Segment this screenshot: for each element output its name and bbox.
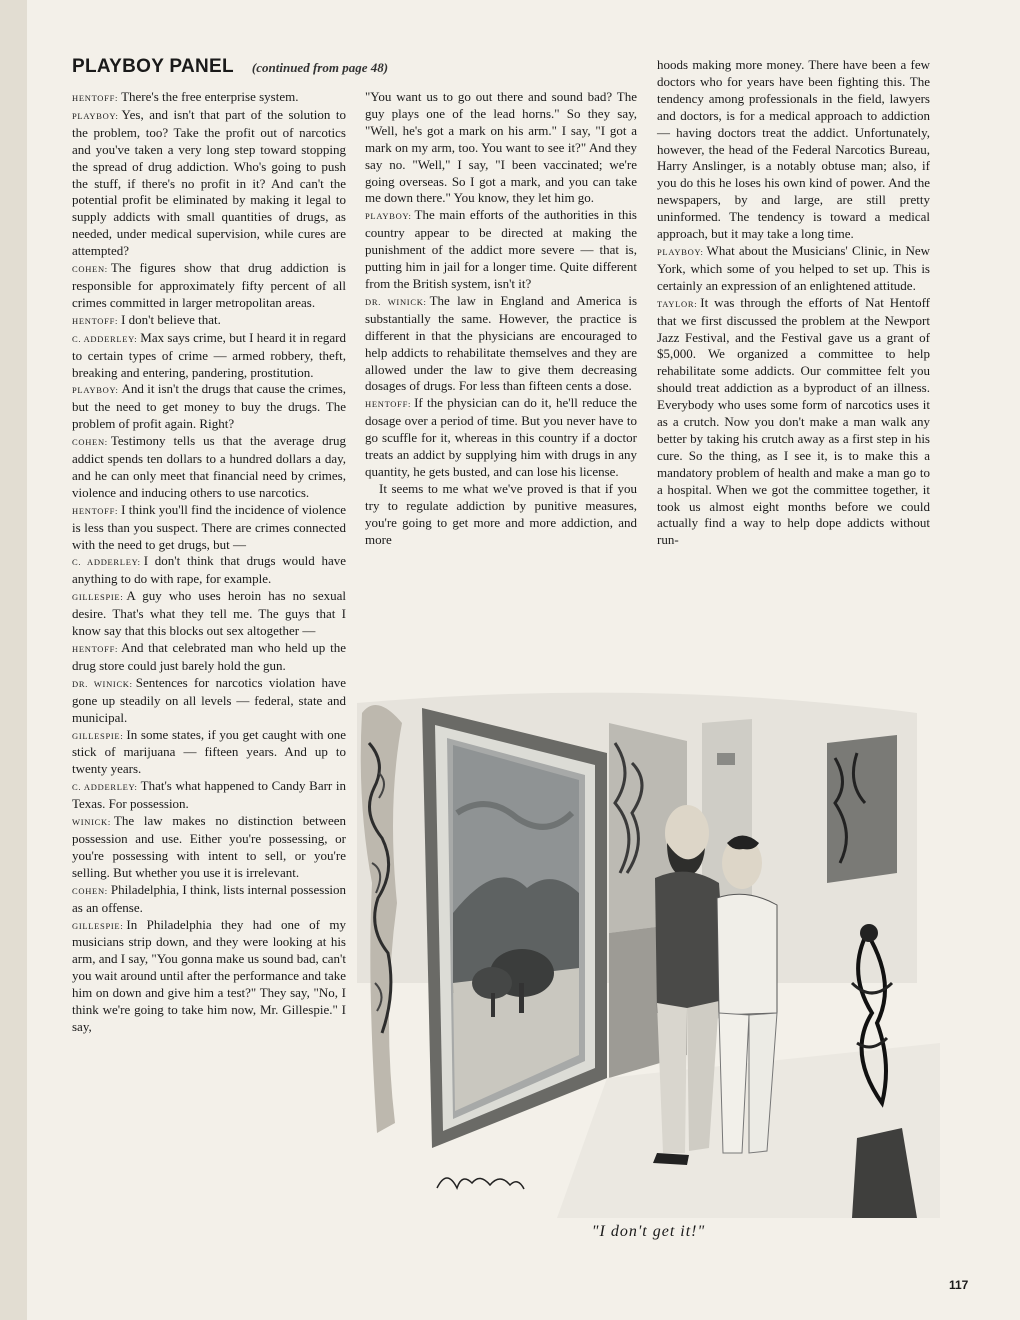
paragraph-text: What about the Musicians' Clinic, in New York, which some of you helped to set up. This is certainly an expression of an enlightened attitude. [657, 242, 930, 293]
speaker-label: TAYLOR: [657, 298, 698, 309]
paragraph-text: The figures show that drug addiction is responsible for approximately fifty percent of all crimes committed in larger metropolitan areas. [72, 260, 346, 310]
speaker-label: HENTOFF: [72, 315, 119, 326]
speaker-label: COHEN: [72, 264, 108, 275]
paragraph [72, 727, 346, 779]
paragraph [72, 381, 346, 433]
paragraph-text: And it isn't the drugs that cause the crimes, but the need to get money to buy the drugs. The problem of profit again. Right? [72, 381, 346, 432]
paragraph [365, 207, 637, 293]
paragraph-text: That's what happened to Candy Barr in Texas. For possession. [72, 778, 346, 812]
paragraph [72, 312, 346, 330]
text-column-3 [657, 57, 930, 549]
paragraph [365, 395, 637, 481]
paragraph [72, 675, 346, 727]
speaker-label: C. ADDERLEY: [72, 782, 138, 793]
speaker-label: HENTOFF: [72, 644, 119, 654]
paragraph-text: In some states, if you get caught with one stick of marijuana — fifteen years. And up to twenty years. [72, 726, 346, 777]
page-edge [0, 0, 27, 1320]
paragraph-text: hoods making more money. There have been a few doctors who for years have been fighting this. The tendency among professionals in the field, lawyers and doctors, is for a medical approach to addiction — having doctors treat the addict. Unfortunately, however, the head of the Federal Narcotics Bureau, Harry Anslinger, is a notably obtuse man; also, if you do this he loses his own kind of power. And the newspapers, by and large, are still pretty uninformed. The tendency is toward a medical approach, but it may take a long time. [657, 57, 930, 242]
paragraph [72, 917, 346, 1036]
paragraph-text: It seems to me what we've proved is that if you try to regulate addiction by punitive measures, you're going to get more and more addiction, and more [365, 480, 637, 547]
page-header [72, 56, 388, 78]
paragraph [72, 640, 346, 675]
paragraph-text: If the physician can do it, he'll reduce the dosage over a period of time. But you never have to go scuffle for it, whereas in this country if a doctor treats an addict by supplying him with drugs in any quantity, he gets busted, and can lose his license. [365, 395, 637, 479]
paragraph-text: Max says crime, but I heard it in regard to certain types of crime — armed robbery, theft, breaking and entering, pandering, prostitution. [72, 329, 347, 380]
paragraph-text: The law in England and America is substantially the same. However, the practice is different in that the physicians are encouraged to help addicts to rehabilitate themselves and they are allowed under the law to give them decreasing dosages of drugs. For less than fifteen cents a dose. [365, 292, 637, 394]
section-title: PLAYBOY PANEL [72, 56, 234, 77]
speaker-label: DR. WINICK: [365, 296, 427, 307]
paragraph [72, 778, 346, 813]
speaker-label: PLAYBOY: [657, 246, 704, 257]
paragraph-text: I don't think that drugs would have anything to do with rape, for example. [72, 553, 347, 587]
paragraph-text: Philadelphia, I think, lists internal possession as an offense. [72, 881, 346, 915]
paragraph [365, 293, 637, 395]
paragraph [72, 89, 346, 107]
paragraph [72, 588, 346, 640]
speaker-label: PLAYBOY: [365, 211, 412, 222]
landscape-painting [422, 708, 607, 1148]
cartoon-caption: "I don't get it!" [591, 1223, 706, 1240]
paragraph-text: The main efforts of the authorities in this country appear to be directed at making the punishment of the addict more severe — that is, putting him in jail for a longer time. Quite different from the British system, isn't it? [365, 207, 637, 291]
speaker-label: C. ADDERLEY: [72, 557, 141, 568]
paragraph [72, 260, 346, 312]
speaker-label: HENTOFF: [365, 399, 412, 410]
paragraph-text: Sentences for narcotics violation have gone up steadily on all levels — federal, state and municipal. [72, 674, 346, 725]
paragraph-text: Yes, and isn't that part of the solution to the problem, too? Take the profit out of narcotics and you've taken a very long step toward stopping the spread of drug addiction. Who's going to push the stuff, if there's no profit in it? And can't the potential profit be eliminated by making it legal to supply addicts with small quantities of drugs, as needed, under medical supervision, while cures are attempted? [72, 106, 346, 259]
paragraph-text: A guy who uses heroin has no sexual desire. That's what they tell me. The guys that I know say that this blocks out sex altogether — [72, 588, 346, 639]
paragraph-text: The law makes no distinction between possession and use. Either you're possessing, or you're possessing with intent to sell, or you're selling. But whether you use it is irrelevant. [72, 813, 346, 880]
paragraph [72, 330, 346, 382]
paragraph [72, 813, 346, 882]
paragraph [72, 882, 346, 917]
speaker-label: GILLESPIE: [72, 592, 124, 603]
paragraph [365, 89, 637, 207]
speaker-label: GILLESPIE: [72, 730, 124, 741]
paragraph-text: And that celebrated man who held up the drug store could just barely hold the gun. [72, 640, 346, 673]
speaker-label: PLAYBOY: [72, 110, 119, 121]
paragraph-text: I don't believe that. [121, 311, 221, 327]
paragraph [72, 107, 346, 260]
abstract-painting-right [827, 735, 897, 883]
paragraph [72, 433, 346, 502]
paragraph [72, 553, 346, 588]
speaker-label: GILLESPIE: [72, 920, 124, 931]
speaker-label: WINICK: [72, 817, 111, 828]
cartoon-illustration [357, 683, 940, 1218]
paragraph-text: "You want us to go out there and sound bad? The guy plays one of the lead horns." So they say, "Well, he's got a mark on his arm." I say, "I got a mark on my arm, too. You want to see it?" And they say no. "Well," I say, "I been vaccinated; we're going overseas. So I got a mark, and you can take me down there." You know, they let him go. [365, 89, 637, 206]
speaker-label: HENTOFF: [72, 93, 119, 103]
paragraph-text: I think you'll find the incidence of violence is less than you suspect. There are crimes connected with the need to get drugs, but — [72, 501, 346, 552]
paragraph [72, 502, 346, 554]
paragraph-text: There's the free enterprise system. [121, 89, 299, 104]
continued-note: (continued from page 48) [251, 60, 389, 75]
paragraph [657, 57, 930, 243]
speaker-label: HENTOFF: [72, 505, 119, 516]
speaker-label: DR. WINICK: [72, 678, 133, 689]
speaker-label: PLAYBOY: [72, 385, 119, 396]
speaker-label: C. ADDERLEY: [72, 333, 138, 344]
paragraph-text: Testimony tells us that the average drug addict spends ten dollars to a hundred dollars a day, and he can only meet that financial need by crimes, violence and inducing others to use narcotics. [72, 433, 346, 500]
paragraph [657, 295, 930, 550]
paragraph-text: In Philadelphia they had one of my musicians strip down, and they were looking at his arm, and I say, "You gonna make us sound bad, can't you wait around until after the performance and take him on down and give him a test?" They say, "No, I think we're going to take him now, Mr. Gillespie." I say, [72, 916, 346, 1034]
page-number: 117 [949, 1278, 969, 1292]
text-column-1 [72, 89, 346, 1036]
text-column-2 [365, 89, 637, 548]
paragraph [365, 481, 637, 549]
paragraph-text: It was through the efforts of Nat Hentoff that we first discussed the problem at the Newport Jazz Festival, and the Festival gave us a grant of $5,000. We organized a committee to help rehabilitate some addicts. Our committee felt you should treat addiction as a byproduct of an illness. Everybody who uses some form of narcotics uses it as a crutch. Now you don't make a man walk any better by taking his crutch away as a first step in his cure. So the thing, as I see it, is to make this a mandatory problem of health and make a man go to a hospital. When we got the committee together, it took us almost eight months before we could actually find a way to help dope addicts without run- [657, 294, 930, 548]
speaker-label: COHEN: [72, 437, 108, 448]
speaker-label: COHEN: [72, 885, 108, 896]
paragraph [657, 243, 930, 295]
